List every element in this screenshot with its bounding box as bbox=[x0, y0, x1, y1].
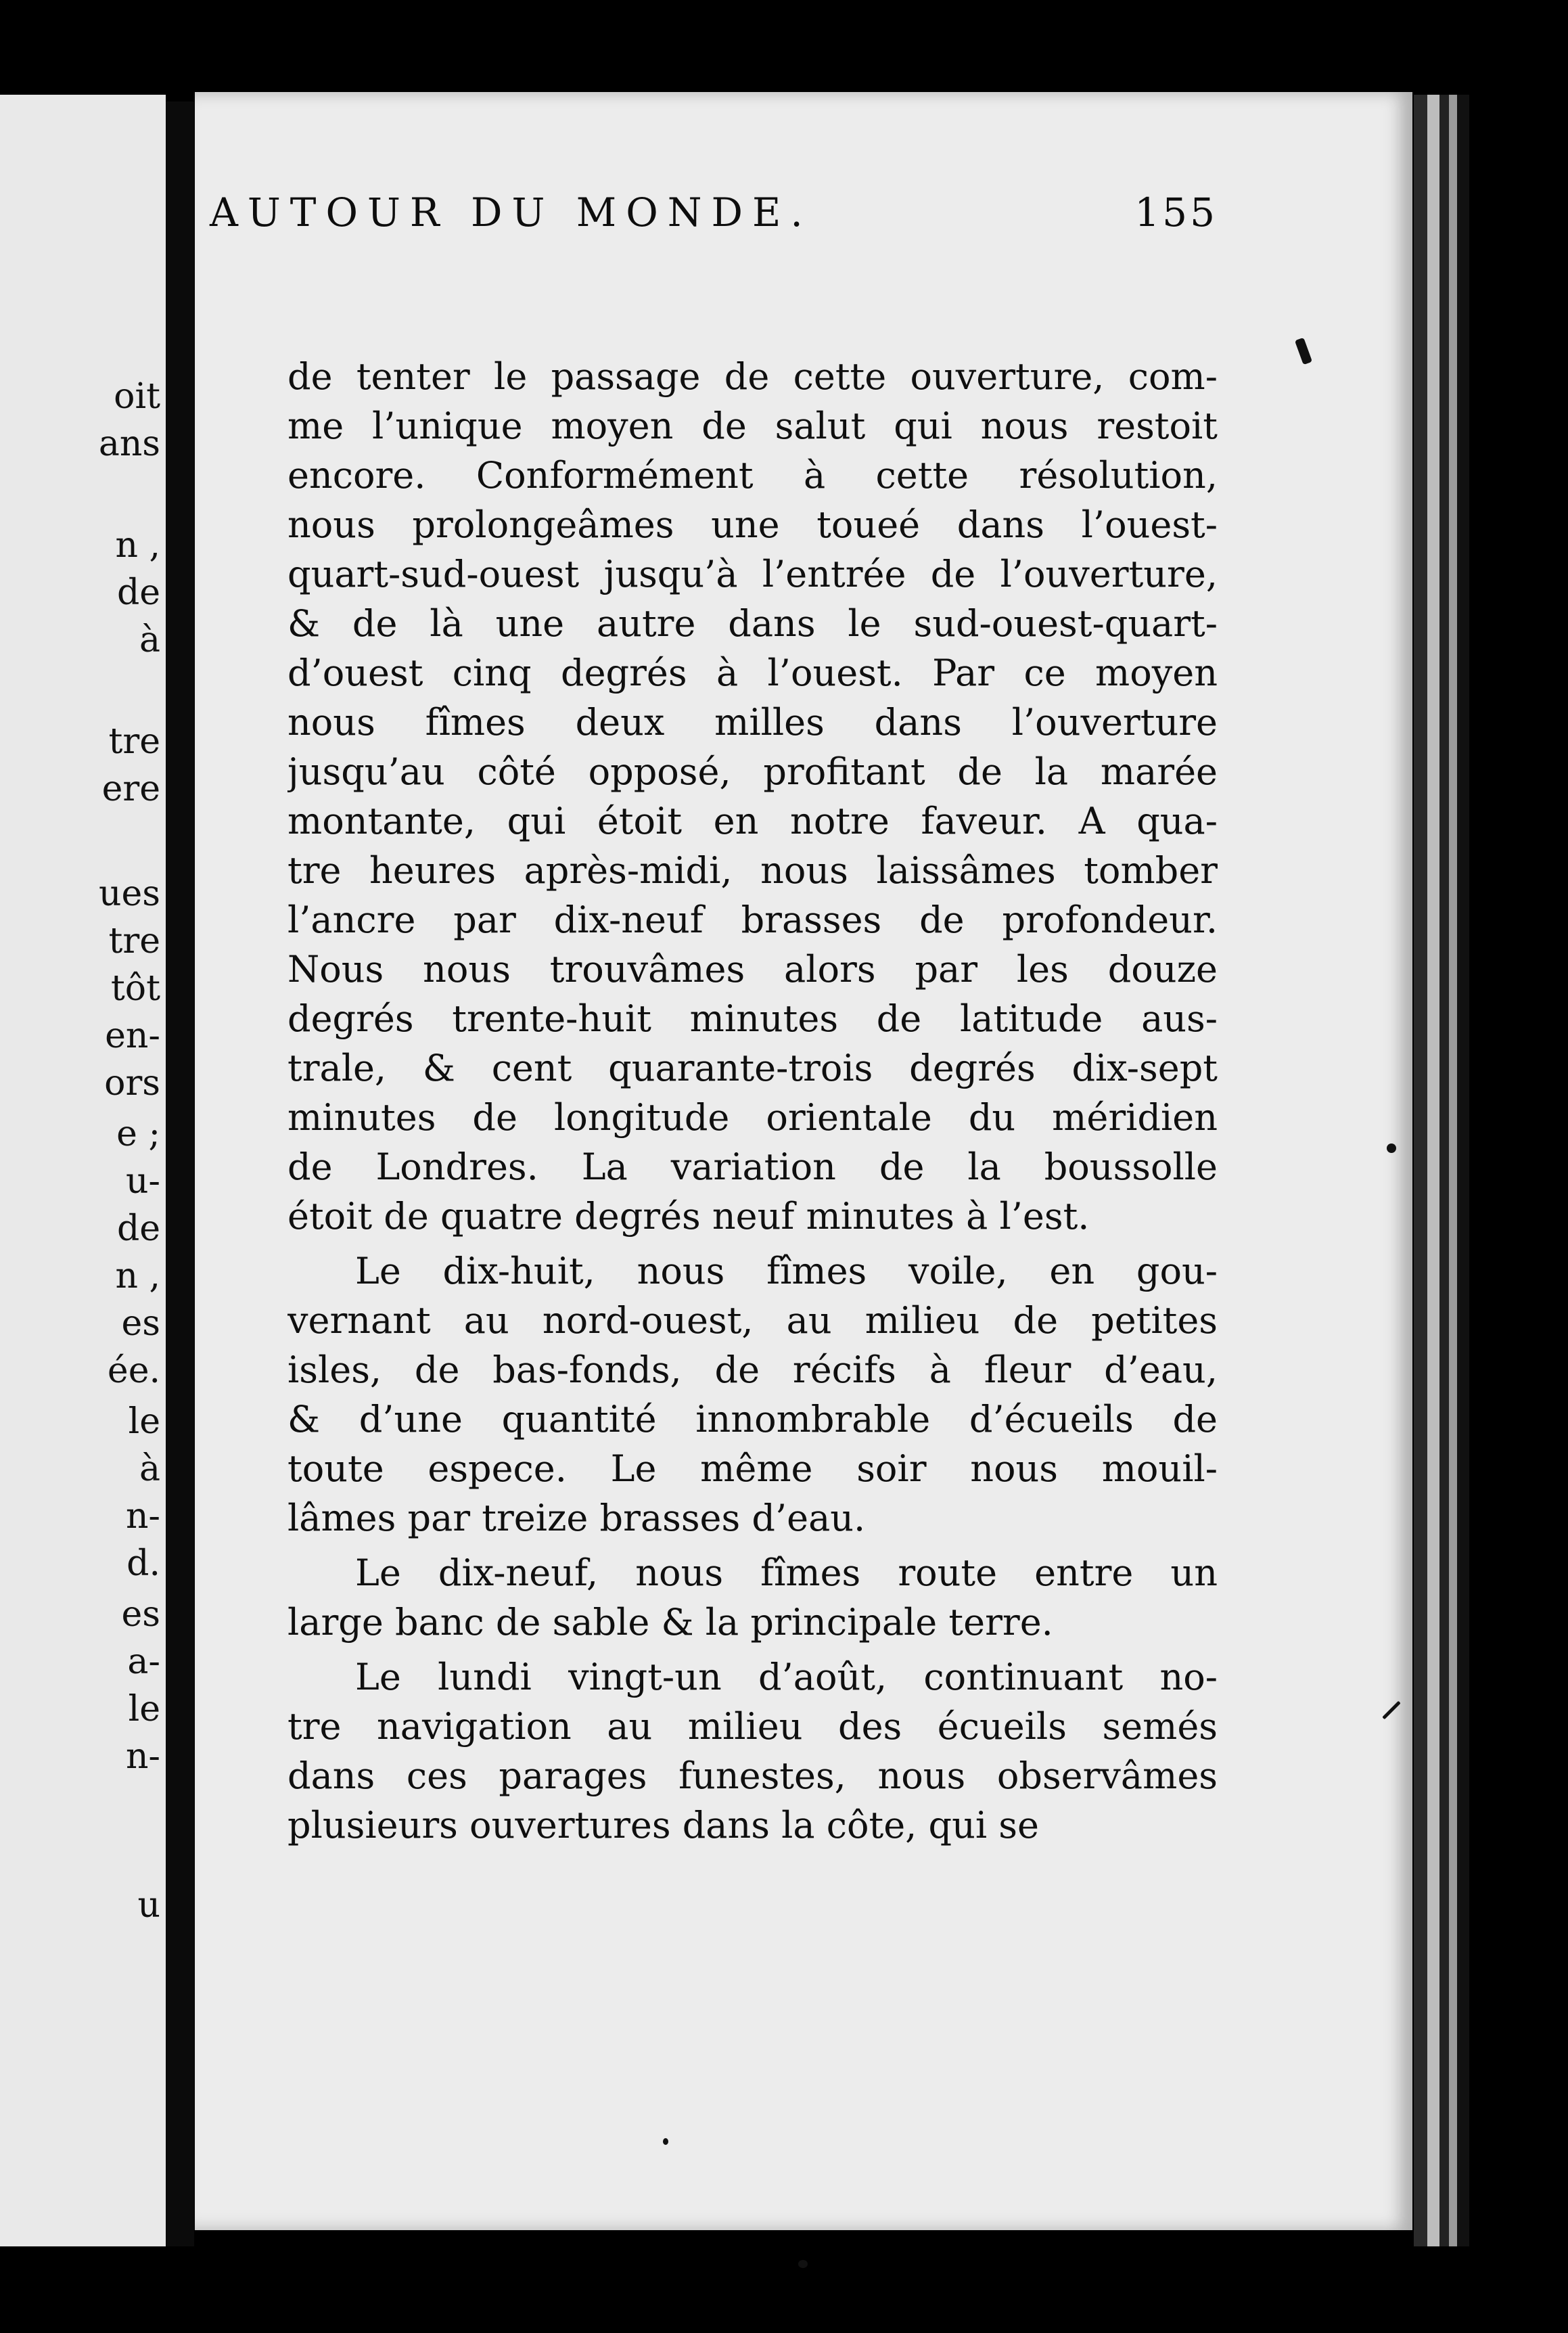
text-line: montante, qui étoit en notre faveur. A qua- bbox=[287, 800, 1218, 842]
previous-page-fragment: a- bbox=[127, 1641, 160, 1682]
previous-page-fragment: tre bbox=[108, 721, 160, 762]
running-header bbox=[210, 189, 1218, 244]
text-line: encore. Conformément à cette résolution, bbox=[287, 454, 1218, 497]
previous-page-fragment: en- bbox=[105, 1016, 160, 1056]
paragraph bbox=[287, 352, 1218, 1241]
previous-page-fragment: e ; bbox=[116, 1114, 160, 1154]
text-line: l’ancre par dix-neuf brasses de profondeur. bbox=[287, 899, 1218, 941]
previous-page-fragment: n , bbox=[115, 1256, 160, 1296]
paragraph-gap bbox=[287, 1647, 1218, 1652]
page-edge-stack bbox=[1439, 95, 1449, 2246]
previous-page-fragment: à bbox=[139, 1449, 160, 1489]
running-title: AUTOUR DU MONDE. bbox=[210, 189, 812, 235]
previous-page-fragment: n , bbox=[115, 525, 160, 566]
paragraph-gap bbox=[287, 1543, 1218, 1548]
text-line: étoit de quatre degrés neuf minutes à l’est. bbox=[287, 1195, 1090, 1238]
text-line: plusieurs ouvertures dans la côte, qui se bbox=[287, 1804, 1039, 1847]
text-line: & d’une quantité innombrable d’écueils de bbox=[287, 1398, 1218, 1441]
text-line: jusqu’au côté opposé, profitant de la marée bbox=[287, 750, 1218, 793]
previous-page-fragment: de bbox=[116, 572, 160, 613]
previous-page-fragment: n- bbox=[125, 1736, 160, 1777]
previous-page-edge bbox=[0, 95, 166, 2246]
previous-page-fragment: à bbox=[139, 620, 160, 660]
text-line: & de là une autre dans le sud-ouest-quart- bbox=[287, 602, 1218, 645]
text-line: tre heures après-midi, nous laissâmes tomber bbox=[287, 849, 1218, 892]
previous-page-fragment: ée. bbox=[107, 1351, 160, 1391]
previous-page-fragment: de bbox=[116, 1208, 160, 1249]
previous-page-fragment: u- bbox=[125, 1161, 160, 1202]
previous-page-fragment: tôt bbox=[110, 968, 160, 1009]
text-line: toute espece. Le même soir nous mouil- bbox=[287, 1447, 1218, 1490]
previous-page-fragment: ors bbox=[104, 1063, 160, 1104]
previous-page-fragment: ues bbox=[99, 874, 160, 914]
text-line: Nous nous trouvâmes alors par les douze bbox=[287, 948, 1218, 991]
body-text bbox=[287, 352, 1218, 1850]
text-line: Le dix-neuf, nous fîmes route entre un bbox=[355, 1551, 1218, 1594]
previous-page-fragment: le bbox=[128, 1401, 160, 1442]
previous-page-fragment: es bbox=[121, 1594, 160, 1635]
ink-speck bbox=[798, 2260, 808, 2268]
previous-page-fragment: d. bbox=[126, 1543, 160, 1584]
page-edge-stack bbox=[1427, 95, 1439, 2246]
text-line: quart-sud-ouest jusqu’à l’entrée de l’ouverture, bbox=[287, 553, 1218, 595]
text-line: tre navigation au milieu des écueils semés bbox=[287, 1705, 1218, 1748]
page-number: 155 bbox=[1134, 189, 1218, 235]
text-line: dans ces parages funestes, nous observâmes bbox=[287, 1754, 1218, 1797]
previous-page-fragment: ans bbox=[98, 424, 160, 464]
page-edge-stack bbox=[1414, 95, 1427, 2246]
paragraph bbox=[287, 1246, 1218, 1543]
ink-speck bbox=[663, 2138, 668, 2145]
text-line: Le dix-huit, nous fîmes voile, en gou- bbox=[355, 1250, 1218, 1292]
ink-speck bbox=[1387, 1143, 1396, 1153]
text-line: nous fîmes deux milles dans l’ouverture bbox=[287, 701, 1218, 744]
text-line: d’ouest cinq degrés à l’ouest. Par ce moyen bbox=[287, 652, 1218, 694]
previous-page-fragment: oit bbox=[114, 376, 160, 417]
page-edge-stack bbox=[1457, 95, 1469, 2246]
text-line: degrés trente-huit minutes de latitude aus- bbox=[287, 997, 1218, 1040]
text-line: de Londres. La variation de la boussolle bbox=[287, 1146, 1218, 1188]
text-line: de tenter le passage de cette ouverture, com- bbox=[287, 355, 1218, 398]
text-line: Le lundi vingt-un d’août, continuant no- bbox=[355, 1656, 1218, 1698]
previous-page-fragment: le bbox=[128, 1689, 160, 1729]
previous-page-fragment: u bbox=[137, 1885, 160, 1926]
text-line: nous prolongeâmes une toueé dans l’ouest- bbox=[287, 503, 1218, 546]
paragraph bbox=[287, 1652, 1218, 1850]
page-edge-stack bbox=[1449, 95, 1457, 2246]
text-line: lâmes par treize brasses d’eau. bbox=[287, 1497, 866, 1539]
previous-page-fragment: tre bbox=[108, 921, 160, 961]
text-line: trale, & cent quarante-trois degrés dix-sept bbox=[287, 1047, 1218, 1089]
paragraph-gap bbox=[287, 1241, 1218, 1246]
text-line: vernant au nord-ouest, au milieu de petites bbox=[287, 1299, 1218, 1342]
paragraph bbox=[287, 1548, 1218, 1647]
text-line: me l’unique moyen de salut qui nous restoit bbox=[287, 405, 1218, 447]
text-line: minutes de longitude orientale du méridien bbox=[287, 1096, 1218, 1139]
text-line: isles, de bas-fonds, de récifs à fleur d’eau, bbox=[287, 1349, 1218, 1391]
book-gutter bbox=[166, 101, 194, 2246]
previous-page-fragment: es bbox=[121, 1303, 160, 1344]
previous-page-fragment: ere bbox=[101, 769, 160, 809]
previous-page-fragment: n- bbox=[125, 1496, 160, 1537]
text-line: large banc de sable & la principale terre. bbox=[287, 1601, 1053, 1644]
